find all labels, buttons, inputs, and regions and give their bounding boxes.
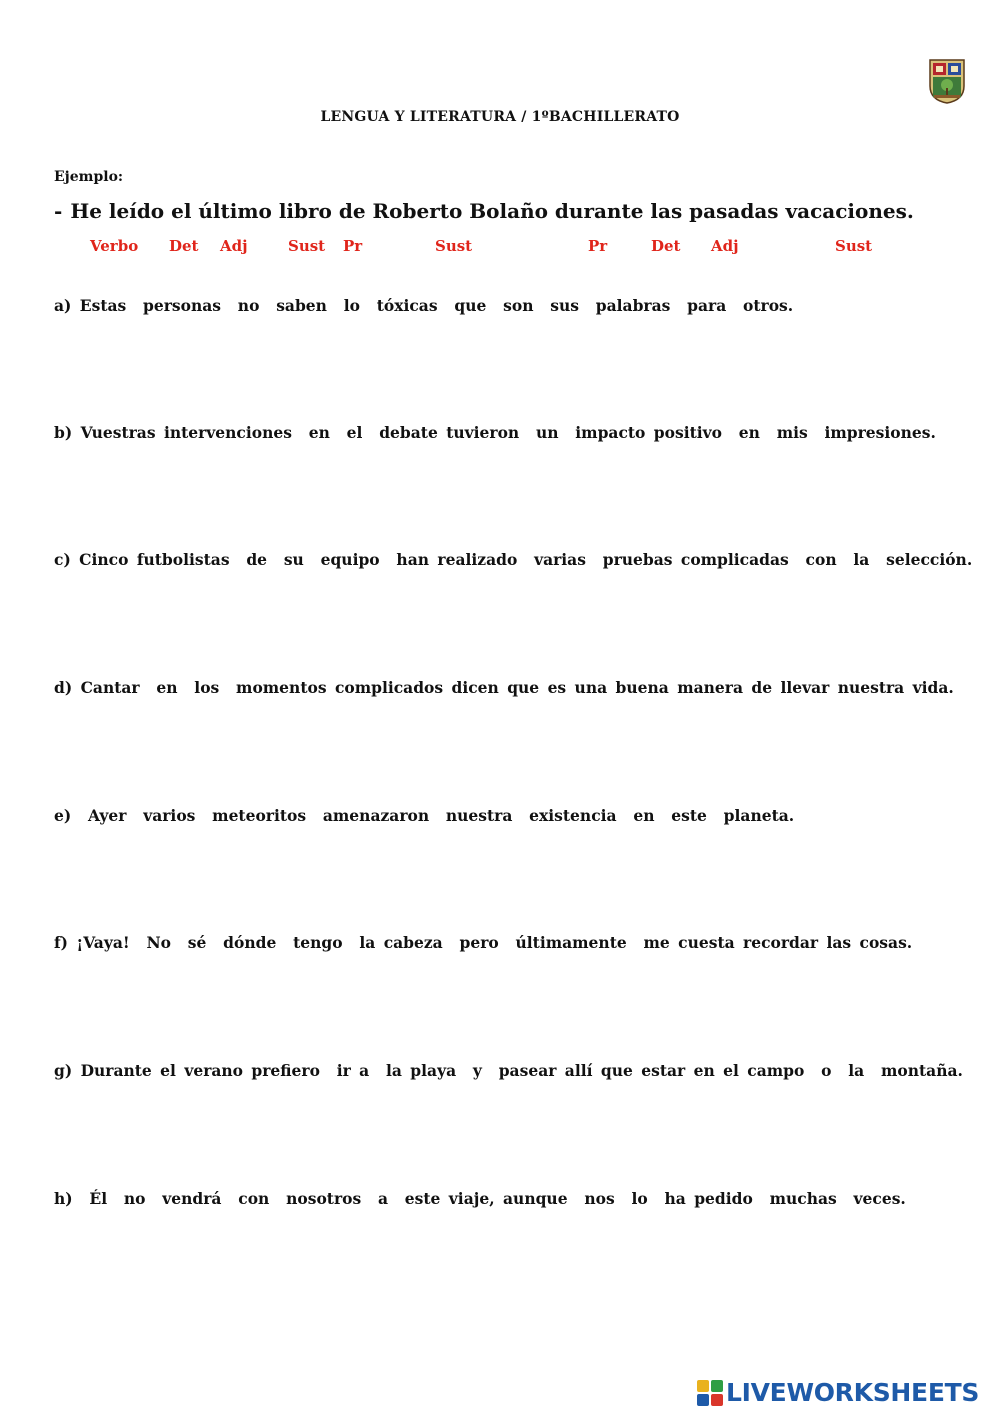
tag-sust: Sust [288,237,326,255]
exercise-d: d) Cantar en los momentos complicados dicen que es una buena manera de llevar nuestra vida. [54,678,954,697]
exercise-c: c) Cinco futbolistas de su equipo han realizado varias pruebas complicadas con la selección. [54,550,973,569]
tag-sust: Sust [835,237,873,255]
exercise-b: b) Vuestras intervenciones en el debate tuvieron un impacto positivo en mis impresiones. [54,423,936,442]
example-dash: - [54,199,63,223]
tag-verbo: Verbo [90,237,139,255]
exercise-e: e) Ayer varios meteoritos amenazaron nuestra existencia en este planeta. [54,806,795,825]
tag-pr: Pr [343,237,363,255]
example-tags [0,237,1000,259]
footer-brand[interactable] [697,1378,993,1408]
exercise-a: a) Estas personas no saben lo tóxicas que son sus palabras para otros. [54,296,794,315]
tag-adj: Adj [220,237,248,255]
tag-det: Det [169,237,199,255]
tag-pr: Pr [588,237,608,255]
tag-sust: Sust [435,237,473,255]
exercise-h: h) Él no vendrá con nosotros a este viaje, aunque nos lo ha pedido muchas veces. [54,1189,906,1208]
example-sentence [54,199,914,223]
tag-det: Det [651,237,681,255]
school-crest-icon [928,58,966,104]
footer-brand-text: LIVEWORKSHEETS [726,1378,980,1407]
example-sentence-text: He leído el último libro de Roberto Bolaño durante las pasadas vacaciones. [70,199,914,223]
page-title: LENGUA Y LITERATURA / 1ºBACHILLERATO [320,109,680,125]
exercise-f: f) ¡Vaya! No sé dónde tengo la cabeza pero últimamente me cuesta recordar las cosas. [54,933,913,952]
exercise-g: g) Durante el verano prefiero ir a la playa y pasear allí que estar en el campo o la montaña. [54,1061,963,1080]
liveworksheets-logo-icon [697,1380,723,1406]
example-label: Ejemplo: [54,169,124,185]
tag-adj: Adj [711,237,739,255]
